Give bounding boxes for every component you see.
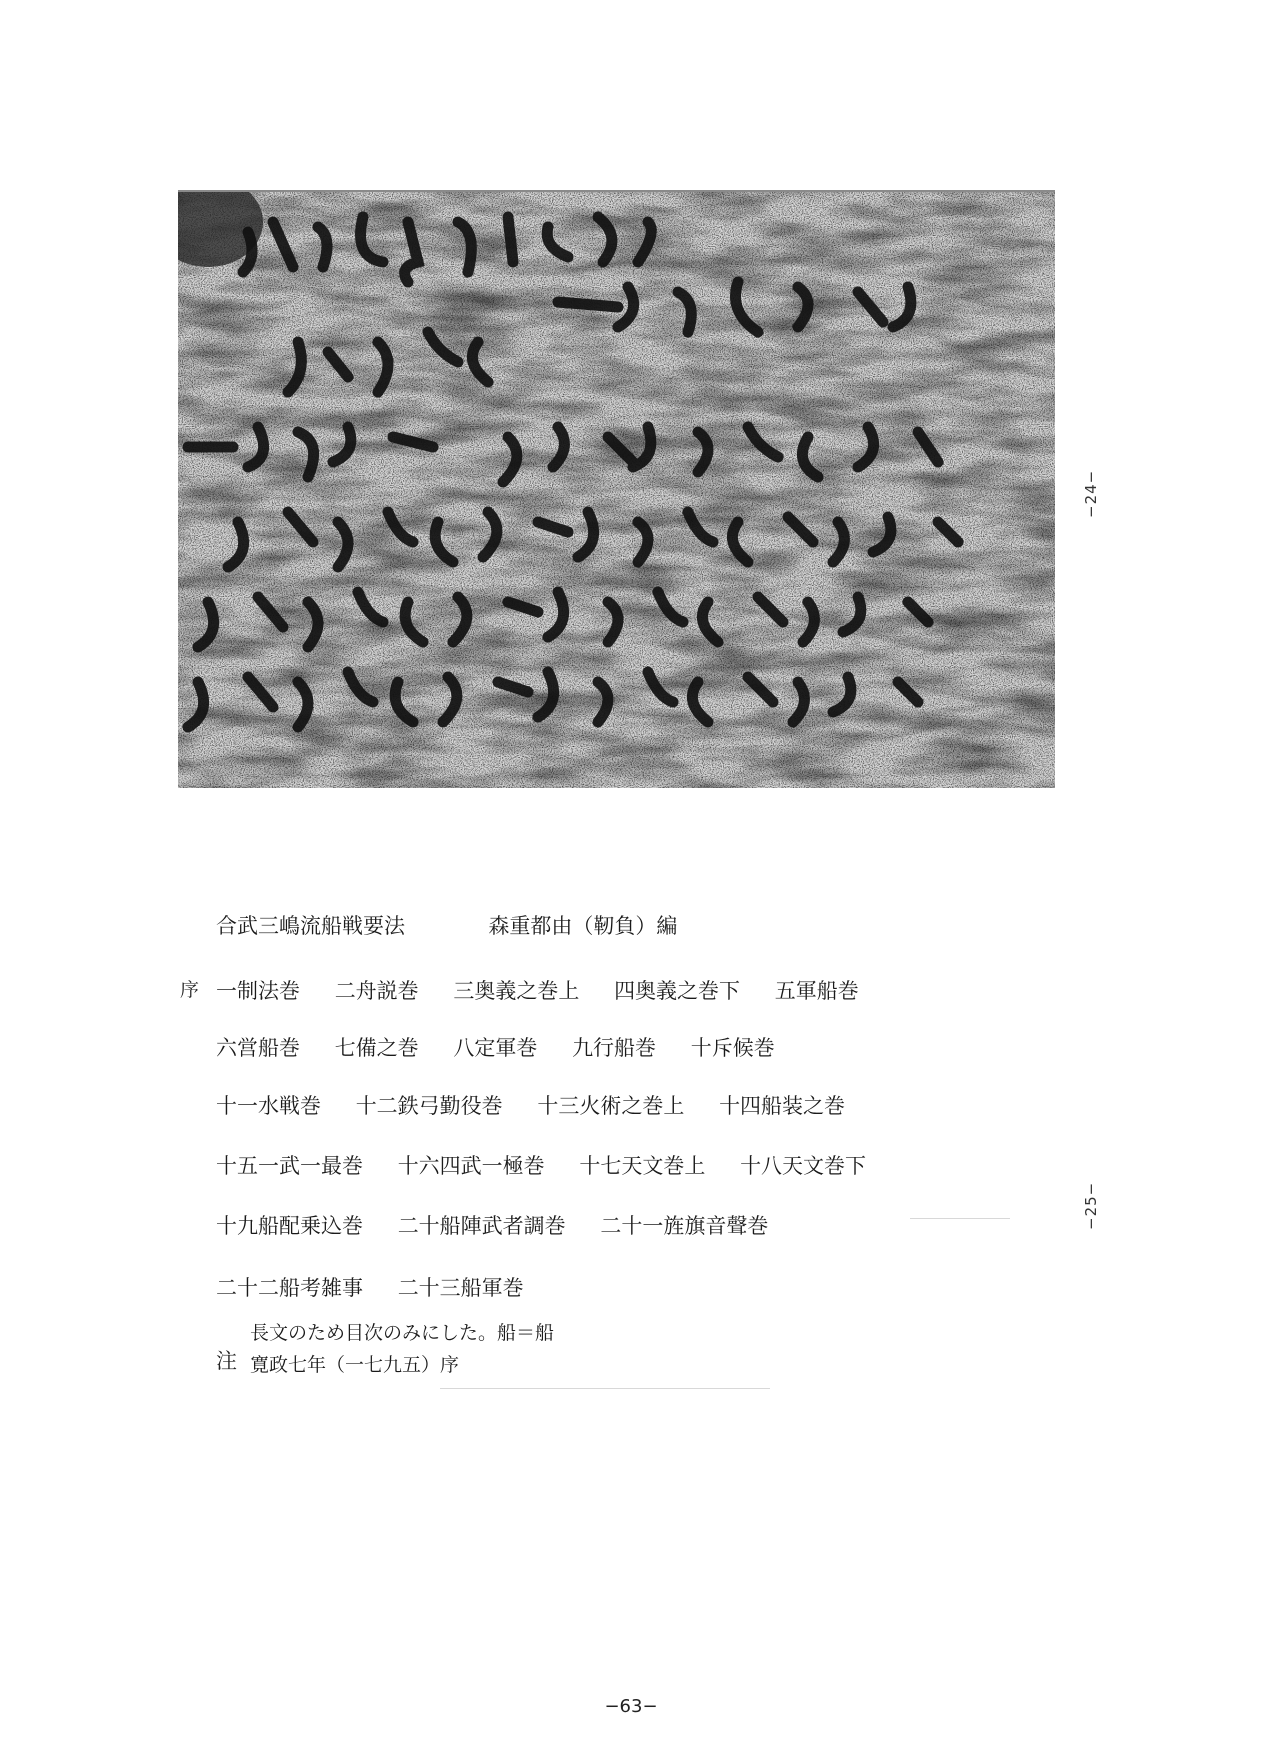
toc-row	[216, 1272, 552, 1302]
toc-entry: 十八天文巻下	[740, 1154, 867, 1178]
toc-entry: 十九船配乗込巻	[216, 1214, 363, 1238]
toc-entry: 四奥義之巻下	[614, 979, 741, 1003]
side-page-label-upper: −24−	[1082, 469, 1100, 518]
toc-entry: 二十二船考雑事	[216, 1276, 363, 1300]
manuscript-scan-image	[178, 190, 1055, 788]
toc-entry: 十斥候巻	[690, 1036, 775, 1060]
toc-entry: 十一水戦巻	[216, 1094, 321, 1118]
toc-entry: 九行船巻	[572, 1036, 657, 1060]
note-label: 注	[216, 1349, 237, 1373]
title-line	[216, 910, 677, 940]
toc-entry: 五軍船巻	[774, 979, 859, 1003]
toc-entry: 六営船巻	[216, 1036, 300, 1060]
toc-entry: 十四船装之巻	[719, 1094, 846, 1118]
toc-row	[216, 975, 887, 1005]
toc-row	[216, 1210, 796, 1240]
toc-entry: 三奥義之巻上	[453, 979, 580, 1003]
toc-entry: 十七天文巻上	[579, 1154, 706, 1178]
toc-entry: 十二鉄弓勤役巻	[355, 1094, 503, 1118]
toc-entry: 十三火術之巻上	[537, 1094, 685, 1118]
document-author: 森重都由（靭負）編	[488, 914, 678, 938]
toc-entry: 二舟説巻	[334, 979, 419, 1003]
page-number: −63−	[604, 1696, 658, 1717]
toc-entry: 一制法巻	[216, 979, 300, 1003]
toc-entry: 十五一武一最巻	[216, 1154, 363, 1178]
bleed-through-mark	[910, 1218, 1010, 1219]
note-line: 長文のため目次のみにした。船＝船	[250, 1322, 555, 1344]
toc-entry: 二十三船軍巻	[397, 1276, 524, 1300]
bleed-through-mark	[440, 1388, 770, 1389]
toc-entry: 七備之巻	[334, 1036, 419, 1060]
note-line: 寛政七年（一七九五）序	[250, 1354, 460, 1376]
toc-entry: 八定軍巻	[453, 1036, 538, 1060]
toc-entry: 二十船陣武者調巻	[397, 1214, 566, 1238]
toc-entry: 十六四武一極巻	[397, 1154, 545, 1178]
manuscript-texture	[178, 192, 1055, 788]
document-title: 合武三嶋流船戦要法	[216, 914, 405, 938]
toc-row	[216, 1150, 894, 1180]
preface-label: 序	[180, 979, 200, 1001]
toc-row	[216, 1032, 803, 1062]
toc-row	[216, 1090, 873, 1120]
toc-entry: 二十一旌旗音聲巻	[600, 1214, 769, 1238]
side-page-label-lower: −25−	[1082, 1181, 1100, 1230]
